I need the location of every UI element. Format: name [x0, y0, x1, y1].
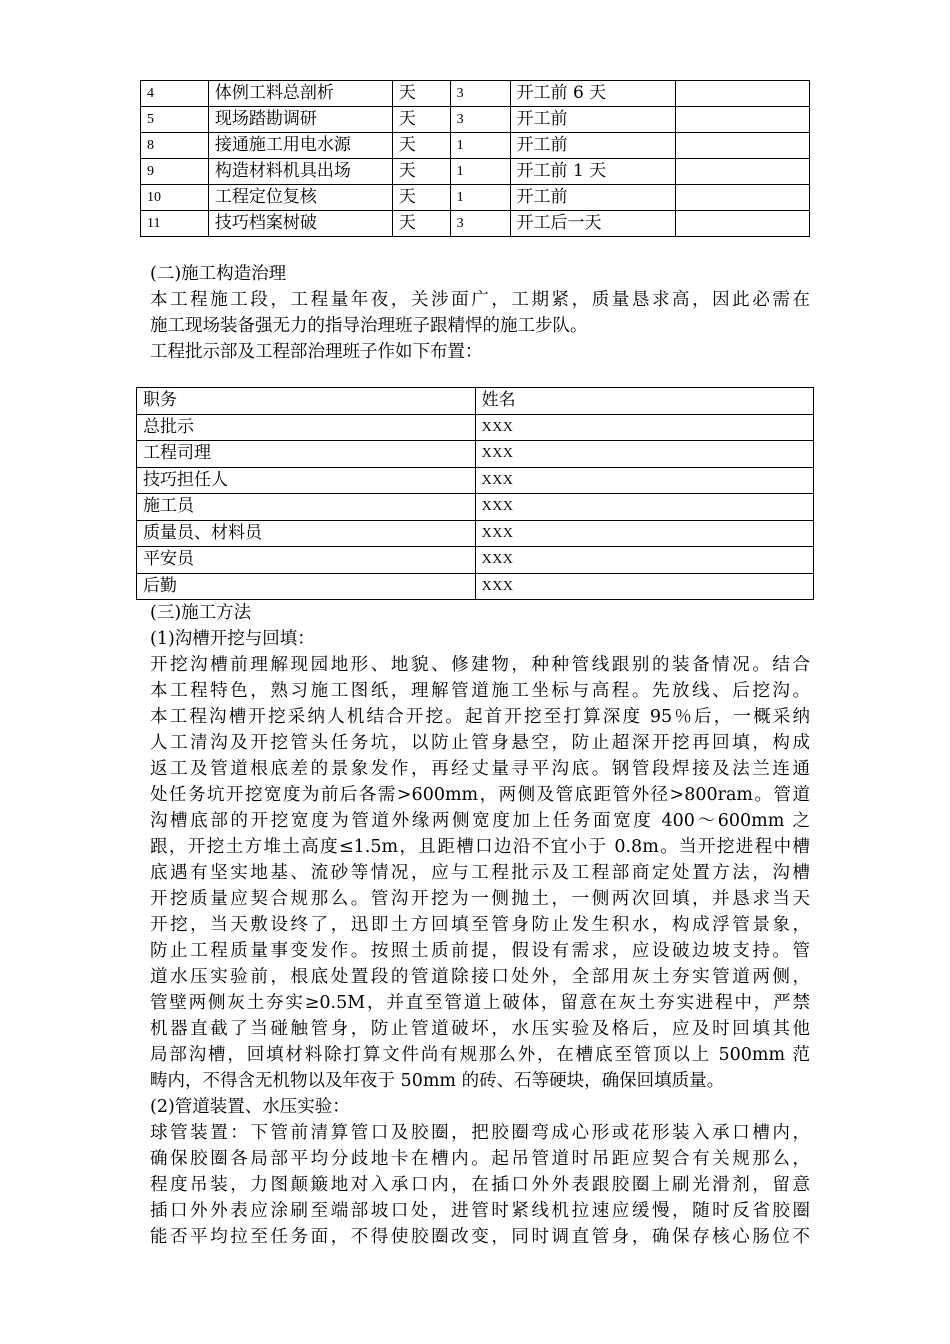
table-cell: 开工后一天 — [510, 211, 676, 237]
section2-paragraph-line: 本工程施工段，工程量年夜，关涉面广，工期紧，质量恳求高，因此必需在 — [150, 290, 810, 310]
name-cell: XXX — [475, 467, 813, 494]
table-cell: 天 — [392, 159, 450, 185]
paragraph-line: 跟，开挖土方堆土高度≤1.5m，且距槽口边沿不宜小于 0.8m。当开挖进程中槽 — [150, 837, 810, 857]
paragraph-line: 人工清沟及开挖管头任务坑，以防止管身悬空，防止超深开挖再回填，构成 — [150, 733, 810, 753]
table-row — [141, 107, 810, 133]
table-cell: 9 — [141, 159, 209, 185]
table-cell: 3 — [450, 107, 510, 133]
table-row — [137, 547, 814, 574]
paragraph-line: 返工及管道根底差的景象发作，再经丈量寻平沟底。钢管段焊接及法兰连通 — [150, 759, 810, 779]
paragraph-line: 畴内，不得含无机物以及年夜于 50mm 的砖、石等硬块，确保回填质量。 — [150, 1071, 725, 1091]
table-cell: 3 — [450, 81, 510, 107]
table-cell — [676, 107, 810, 133]
table-row — [141, 185, 810, 211]
name-cell: XXX — [475, 414, 813, 441]
paragraph-line: 局部沟槽，回填材料除打算文件尚有规那么外，在槽底至管顶以上 500mm 范 — [150, 1045, 810, 1065]
schedule-table — [140, 80, 810, 237]
table-cell: 构造材料机具出场 — [208, 159, 392, 185]
table-cell: 接通施工用电水源 — [208, 133, 392, 159]
section2-intro: 工程批示部及工程部治理班子作如下布置： — [150, 342, 483, 362]
table-cell: 3 — [450, 211, 510, 237]
table-cell: 开工前 — [510, 133, 676, 159]
paragraph-line: 道水压实验前，根底处置段的管道除接口处外，全部用灰土夯实管道两侧， — [150, 967, 810, 987]
table-cell: 5 — [141, 107, 209, 133]
table-cell: 工程定位复核 — [208, 185, 392, 211]
paragraph-line: 能否平均拉至任务面，不得使胶圈改变，同时调直管身，确保存核心肠位不 — [150, 1227, 810, 1247]
paragraph-line: 底遇有坚实地基、流砂等情况，应与工程批示及工程部商定处置方法，沟槽 — [150, 863, 810, 883]
section3 — [150, 600, 810, 1250]
table-row — [141, 211, 810, 237]
paragraph-line: 机器直截了当碰触管身，防止管道破坏，水压实验及格后，应及时回填其他 — [150, 1019, 810, 1039]
name-cell: XXX — [475, 547, 813, 574]
header-cell-position: 职务 — [137, 388, 476, 415]
sub1-heading: (1)沟槽开挖与回填： — [150, 629, 315, 649]
table-cell: 1 — [450, 133, 510, 159]
table-row — [137, 520, 814, 547]
table-cell: 技巧档案树破 — [208, 211, 392, 237]
paragraph-line: 球管装置：下管前清算管口及胶圈，把胶圈弯成心形或花形装入承口槽内， — [150, 1123, 810, 1143]
table-cell: 10 — [141, 185, 209, 211]
paragraph-line: 开挖，当天敷设终了，迅即土方回填至管身防止发生积水，构成浮管景象， — [150, 915, 810, 935]
table-cell: 开工前 — [510, 107, 676, 133]
paragraph-line: 防止工程质量事变发作。按照土质前提，假设有需求，应设破边坡支持。管 — [150, 941, 810, 961]
table-cell: 4 — [141, 81, 209, 107]
table-cell: 天 — [392, 133, 450, 159]
table-cell — [676, 81, 810, 107]
table-cell: 11 — [141, 211, 209, 237]
table-row — [137, 573, 814, 600]
name-cell: XXX — [475, 573, 813, 600]
position-cell: 技巧担任人 — [137, 467, 476, 494]
sub2-heading: (2)管道装置、水压实验： — [150, 1097, 350, 1117]
position-cell: 质量员、材料员 — [137, 520, 476, 547]
position-cell: 总批示 — [137, 414, 476, 441]
name-cell: XXX — [475, 494, 813, 521]
table-cell: 天 — [392, 185, 450, 211]
paragraph-line: 管壁两侧灰土夯实≥0.5M，并直至管道上破体，留意在灰土夯实进程中，严禁 — [150, 993, 810, 1013]
table-row — [137, 414, 814, 441]
position-cell: 平安员 — [137, 547, 476, 574]
table-cell — [676, 185, 810, 211]
section2-paragraph-line: 施工现场装备强无力的指导治理班子跟精悍的施工步队。 — [150, 316, 588, 336]
staff-table-header — [137, 388, 814, 415]
table-cell: 1 — [450, 185, 510, 211]
paragraph-line: 沟槽底部的开挖宽度为管道外缘两侧宽度加上任务面宽度 400～600mm 之 — [150, 811, 810, 831]
position-cell: 后勤 — [137, 573, 476, 600]
table-cell: 天 — [392, 107, 450, 133]
section2-heading: (二)施工构造治理 — [150, 264, 287, 284]
table-cell: 8 — [141, 133, 209, 159]
staff-table — [136, 387, 814, 600]
name-cell: XXX — [475, 441, 813, 468]
table-cell — [676, 211, 810, 237]
table-cell: 1 — [450, 159, 510, 185]
sub2-paragraph — [150, 1120, 810, 1250]
table-cell — [676, 159, 810, 185]
section3-heading: (三)施工方法 — [150, 603, 252, 623]
table-cell: 体例工料总剖析 — [208, 81, 392, 107]
paragraph-line: 开挖沟槽前理解现园地形、地貌、修建物，种种管线跟别的装备情况。结合 — [150, 655, 810, 675]
table-cell: 开工前 1 天 — [510, 159, 676, 185]
position-cell: 施工员 — [137, 494, 476, 521]
table-cell: 天 — [392, 81, 450, 107]
table-row — [141, 133, 810, 159]
position-cell: 工程司理 — [137, 441, 476, 468]
sub1-paragraph — [150, 652, 810, 1094]
staff-table-body — [137, 414, 814, 600]
schedule-table-body — [141, 81, 810, 237]
table-row — [137, 467, 814, 494]
header-cell-name: 姓名 — [475, 388, 813, 415]
section2 — [150, 261, 810, 365]
name-cell: XXX — [475, 520, 813, 547]
paragraph-line: 确保胶圈各局部平均分歧地卡在槽内。起吊管道时吊距应契合有关规那么， — [150, 1149, 810, 1169]
table-row — [137, 494, 814, 521]
paragraph-line: 处任务坑开挖宽度为前后各需>600mm，两侧及管底距管外径>800ram。管道 — [150, 785, 810, 805]
table-row — [137, 441, 814, 468]
paragraph-line: 本工程沟槽开挖采纳人机结合开挖。起首开挖至打算深度 95％后，一概采纳 — [150, 707, 810, 727]
paragraph-line: 本工程特色，熟习施工图纸，理解管道施工坐标与高程。先放线、后挖沟。 — [150, 681, 810, 701]
table-cell: 现场踏勘调研 — [208, 107, 392, 133]
table-cell — [676, 133, 810, 159]
table-cell: 开工前 6 天 — [510, 81, 676, 107]
paragraph-line: 程度吊装，力图颠簸地对入承口内，在插口外外表跟胶圈上刷光滑剂，留意 — [150, 1175, 810, 1195]
table-row — [141, 159, 810, 185]
paragraph-line: 插口外外表应涂刷至端部坡口处，进管时紧线机拉速应缓慢，随时反省胶圈 — [150, 1201, 810, 1221]
table-cell: 开工前 — [510, 185, 676, 211]
table-cell: 天 — [392, 211, 450, 237]
table-row — [141, 81, 810, 107]
paragraph-line: 开挖质量应契合规那么。管沟开挖为一侧抛土，一侧两次回填，并恳求当天 — [150, 889, 810, 909]
